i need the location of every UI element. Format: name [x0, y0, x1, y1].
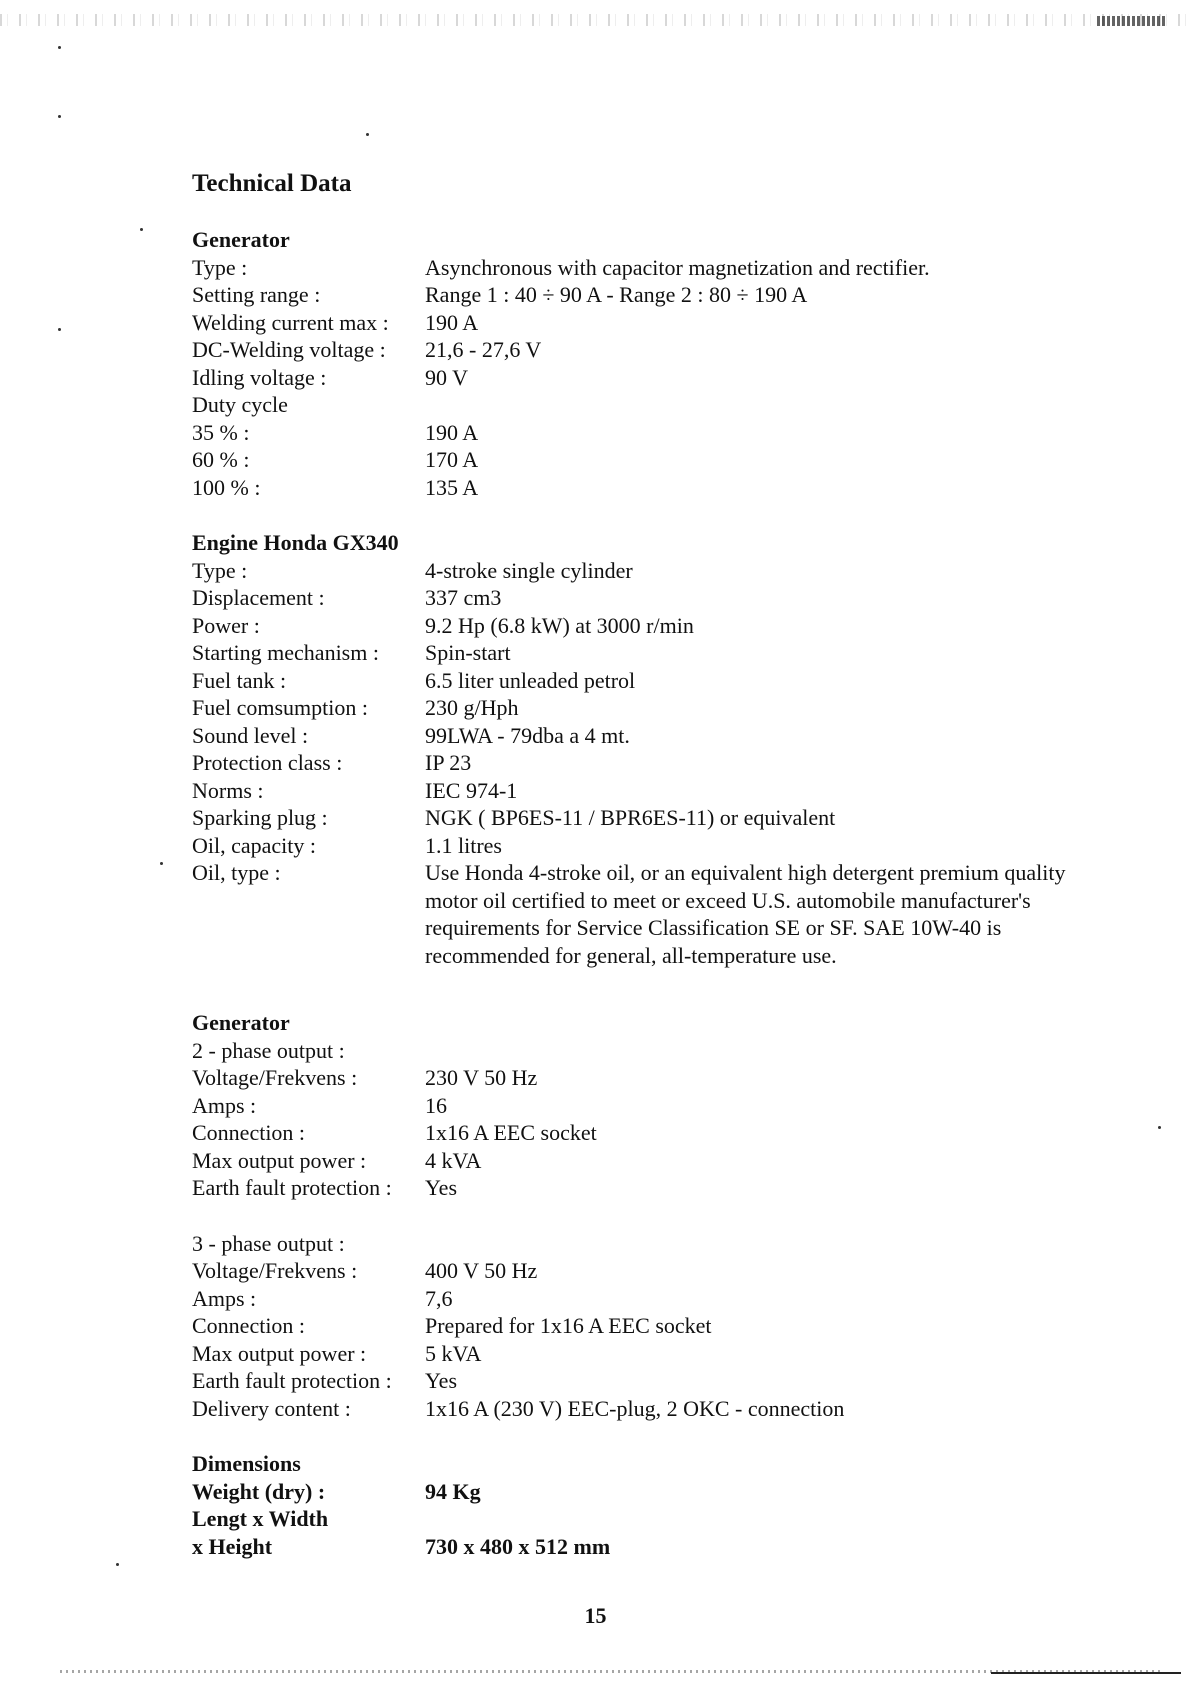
spec-label: Voltage/Frekvens : [192, 1065, 358, 1090]
spec-label: 35 % : [192, 419, 250, 445]
spec-label: Starting mechanism : [192, 640, 379, 665]
spec-label: Setting range : [192, 282, 321, 307]
spec-value: Range 1 : 40 ÷ 90 A - Range 2 : 80 ÷ 190 A [425, 282, 808, 307]
spec-value: 190 A [425, 419, 479, 445]
spec-row [192, 474, 1072, 502]
spec-label: Earth fault protection : [192, 1175, 392, 1200]
spec-value: 337 cm3 [425, 585, 502, 610]
spec-value: 190 A [425, 309, 479, 335]
spec-row [192, 694, 1072, 722]
scan-speck [366, 133, 369, 136]
spec-row [192, 1174, 1072, 1202]
spec-table [192, 254, 1072, 502]
spec-row [192, 254, 1072, 282]
page-title: Technical Data [192, 170, 352, 197]
spec-row [192, 1230, 1072, 1258]
spec-label: Sound level : [192, 722, 309, 748]
spec-row [192, 1285, 1072, 1313]
spec-value: Yes [425, 1368, 458, 1393]
spec-row [192, 281, 1072, 309]
scan-speck [116, 1563, 119, 1566]
spec-label: Lengt x Width [192, 1506, 329, 1531]
spec-row [192, 639, 1072, 667]
spec-value: 16 [425, 1092, 447, 1118]
spec-row [192, 749, 1072, 777]
spec-row [192, 1340, 1072, 1368]
page-number: 15 [584, 1603, 607, 1628]
spec-value: 99LWA - 79dba a 4 mt. [425, 722, 630, 748]
generator-output-section [192, 1009, 1072, 1202]
spec-value: 1x16 A (230 V) EEC-plug, 2 OKC - connection [425, 1395, 845, 1421]
spec-value: 9.2 Hp (6.8 kW) at 3000 r/min [425, 612, 694, 638]
spec-label: Oil, type : [192, 860, 281, 885]
spec-label: 3 - phase output : [192, 1230, 345, 1256]
scan-speck [160, 862, 163, 865]
spec-row [192, 1505, 1072, 1533]
spec-value: Spin-start [425, 640, 511, 665]
spec-row [192, 391, 1072, 419]
spec-label: Delivery content : [192, 1395, 351, 1421]
scan-speck [140, 228, 143, 231]
spec-row [192, 1367, 1072, 1395]
spec-row [192, 1147, 1072, 1175]
spec-value: Yes [425, 1175, 458, 1200]
spec-label: Idling voltage : [192, 364, 327, 390]
spec-value: 1x16 A EEC socket [425, 1120, 597, 1145]
spec-label: x Height [192, 1533, 273, 1559]
spec-label: DC-Welding voltage : [192, 337, 386, 362]
spec-row [192, 309, 1072, 337]
spec-label: Amps : [192, 1092, 257, 1118]
spec-row [192, 1395, 1072, 1423]
spec-label: Welding current max : [192, 309, 389, 335]
spec-label: Amps : [192, 1285, 257, 1311]
spec-row [192, 557, 1072, 585]
spec-row [192, 584, 1072, 612]
spec-label: Max output power : [192, 1340, 367, 1366]
spec-label: Norms : [192, 777, 264, 803]
spec-value: 94 Kg [425, 1478, 481, 1504]
spec-label: Weight (dry) : [192, 1478, 326, 1504]
spec-value: 4-stroke single cylinder [425, 557, 633, 583]
spec-value: 6.5 liter unleaded petrol [425, 667, 636, 693]
spec-value: 230 V 50 Hz [425, 1065, 538, 1090]
spec-row [192, 1312, 1072, 1340]
spec-row [192, 336, 1072, 364]
spec-label: Protection class : [192, 750, 343, 775]
spec-label: Type : [192, 254, 248, 280]
spec-value: 90 V [425, 364, 468, 390]
spec-row [192, 446, 1072, 474]
spec-row [192, 1533, 1072, 1561]
scan-edge-bottom [991, 1672, 1181, 1674]
generator-welding-section [192, 226, 1072, 501]
spec-label: Power : [192, 612, 260, 638]
scan-speck [58, 115, 61, 118]
spec-label: 60 % : [192, 447, 250, 472]
section-heading: Engine Honda GX340 [192, 530, 399, 555]
spec-value: Prepared for 1x16 A EEC socket [425, 1313, 712, 1338]
spec-value [425, 1037, 1072, 1065]
scan-noise-top-right [1097, 16, 1167, 26]
spec-row [192, 667, 1072, 695]
spec-label: Sparking plug : [192, 805, 328, 830]
spec-label: Fuel tank : [192, 667, 287, 693]
spec-label: Earth fault protection : [192, 1368, 392, 1393]
spec-label: Displacement : [192, 585, 325, 610]
spec-value: NGK ( BP6ES-11 / BPR6ES-11) or equivalent [425, 805, 836, 830]
scan-speck [1158, 1126, 1161, 1129]
dimensions-section [192, 1450, 1072, 1560]
spec-value [425, 1230, 1072, 1258]
spec-table [192, 1230, 1072, 1423]
spec-row [192, 1037, 1072, 1065]
section-heading: Generator [192, 227, 290, 252]
spec-table [192, 1037, 1072, 1202]
document-page [192, 170, 1072, 1588]
spec-table [192, 557, 1072, 970]
scan-speck [58, 46, 61, 49]
spec-row [192, 612, 1072, 640]
spec-label: Fuel comsumption : [192, 695, 368, 720]
engine-section [192, 529, 1072, 969]
spec-row [192, 1064, 1072, 1092]
spec-value: 730 x 480 x 512 mm [425, 1533, 611, 1559]
spec-label: Connection : [192, 1120, 306, 1145]
three-phase-section [192, 1230, 1072, 1423]
spec-row [192, 364, 1072, 392]
spec-value: Use Honda 4-stroke oil, or an equivalent high detergent premium quality motor oil certified to meet or exceed U.S. automobile manufacturer's requirements for Service Classification SE or SF. SAE 10W-40 is recommended for general, all-temperature use. [425, 860, 1066, 968]
spec-label: 100 % : [192, 474, 261, 500]
spec-label: Voltage/Frekvens : [192, 1258, 358, 1283]
spec-table [192, 1478, 1072, 1561]
scan-noise-top [0, 14, 1191, 26]
section-heading: Generator [192, 1010, 290, 1035]
spec-value: 21,6 - 27,6 V [425, 337, 542, 362]
spec-value: 4 kVA [425, 1147, 482, 1173]
spec-label: Type : [192, 557, 248, 583]
scan-speck [58, 328, 61, 331]
spec-value: Asynchronous with capacitor magnetization and rectifier. [425, 254, 930, 280]
spec-row [192, 722, 1072, 750]
spec-row [192, 1257, 1072, 1285]
spec-value: 135 A [425, 474, 479, 500]
spec-row [192, 1119, 1072, 1147]
spec-row [192, 804, 1072, 832]
spec-label: Connection : [192, 1313, 306, 1338]
spec-value: 1.1 litres [425, 832, 502, 858]
spec-row [192, 832, 1072, 860]
spec-value: 400 V 50 Hz [425, 1258, 538, 1283]
spec-row [192, 1092, 1072, 1120]
spec-value [425, 391, 1072, 419]
spec-row [192, 419, 1072, 447]
spec-row [192, 859, 1072, 969]
spec-row [192, 1478, 1072, 1506]
spec-row [192, 777, 1072, 805]
section-heading: Dimensions [192, 1451, 301, 1476]
spec-value: 5 kVA [425, 1340, 482, 1366]
spec-value: IEC 974-1 [425, 777, 518, 803]
spec-value: 170 A [425, 447, 479, 472]
spec-label: Duty cycle [192, 392, 288, 417]
spec-value [425, 1505, 1072, 1533]
spec-label: 2 - phase output : [192, 1037, 345, 1063]
spec-label: Max output power : [192, 1147, 367, 1173]
spec-value: 7,6 [425, 1285, 453, 1311]
spec-value: 230 g/Hph [425, 695, 519, 720]
spec-value: IP 23 [425, 750, 472, 775]
spec-label: Oil, capacity : [192, 832, 317, 858]
